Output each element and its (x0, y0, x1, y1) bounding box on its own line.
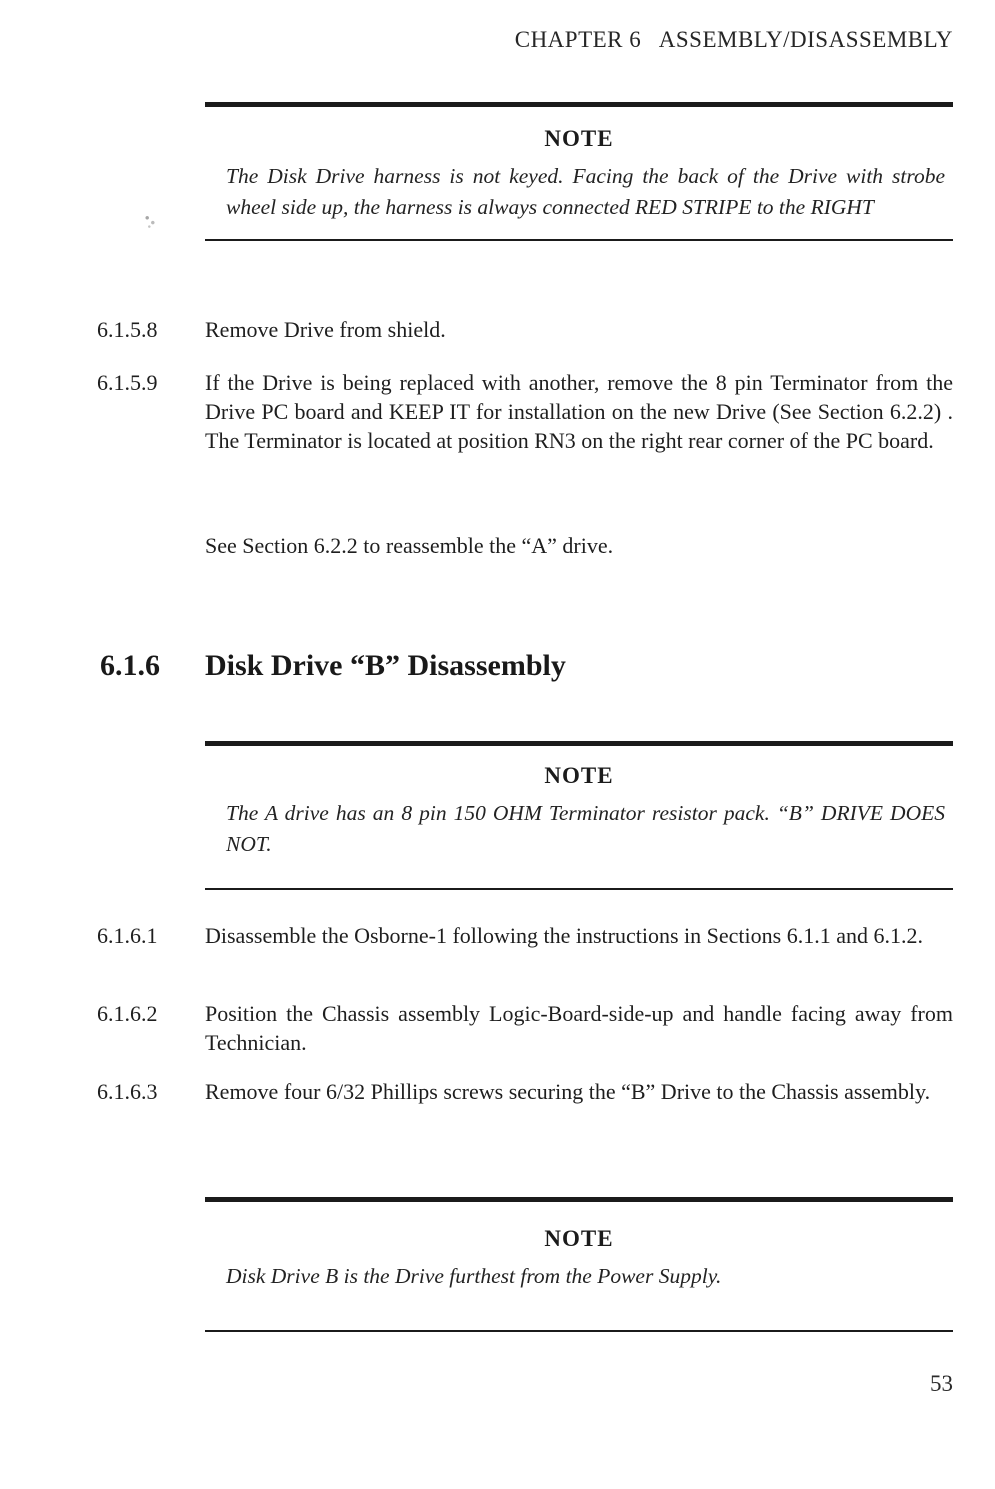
step-item-6162 (97, 999, 953, 1057)
page-number: 53 (930, 1371, 953, 1396)
step-number: 6.1.5.8 (97, 317, 158, 342)
step-text: Remove four 6/32 Phillips screws securing the “B” Drive to the Chassis assembly. (205, 1079, 931, 1104)
note-box-drive-b-location (205, 1197, 953, 1332)
step-text: Remove Drive from shield. (205, 317, 446, 342)
step-number: 6.1.6.1 (97, 923, 158, 948)
note-box-harness (205, 102, 953, 241)
step-number: 6.1.6.2 (97, 1001, 158, 1026)
step-item-6159 (97, 368, 953, 455)
step-item-6158 (97, 315, 953, 344)
step-number: 6.1.6.3 (97, 1079, 158, 1104)
step-item-6163 (97, 1077, 953, 1106)
step-text: Disassemble the Osborne-1 following the instructions in Sections 6.1.1 and 6.1.2. (205, 923, 923, 948)
note-title: NOTE (544, 1226, 614, 1251)
section-title: Disk Drive “B” Disassembly (205, 649, 566, 682)
scan-artifact (143, 213, 157, 229)
see-also-text: See Section 6.2.2 to reassemble the “A” drive. (205, 533, 614, 558)
section-number: 6.1.6 (100, 649, 160, 682)
note-title: NOTE (544, 763, 614, 788)
section-heading-616 (100, 648, 953, 684)
step-text: If the Drive is being replaced with another, remove the 8 pin Terminator from the Drive PC board and KEEP IT for installation on the new Drive (See Section 6.2.2) . The Terminator is located at position RN3 on the right rear corner of the PC board. (205, 370, 953, 453)
step-item-6161 (97, 921, 953, 950)
running-header: CHAPTER 6 ASSEMBLY/DISASSEMBLY (514, 27, 953, 52)
step-text: Position the Chassis assembly Logic-Board-side-up and handle facing away from Technician. (205, 1001, 953, 1055)
step-number: 6.1.5.9 (97, 370, 158, 395)
note-title: NOTE (544, 126, 614, 151)
note-body: The A drive has an 8 pin 150 OHM Terminator resistor pack. “B” DRIVE DOES NOT. (226, 801, 945, 856)
note-body: Disk Drive B is the Drive furthest from the Power Supply. (226, 1264, 722, 1288)
note-body: The Disk Drive harness is not keyed. Facing the back of the Drive with strobe wheel side up, the harness is always connected RED STRIPE to the RIGHT (226, 164, 945, 219)
note-box-terminator (205, 741, 953, 890)
